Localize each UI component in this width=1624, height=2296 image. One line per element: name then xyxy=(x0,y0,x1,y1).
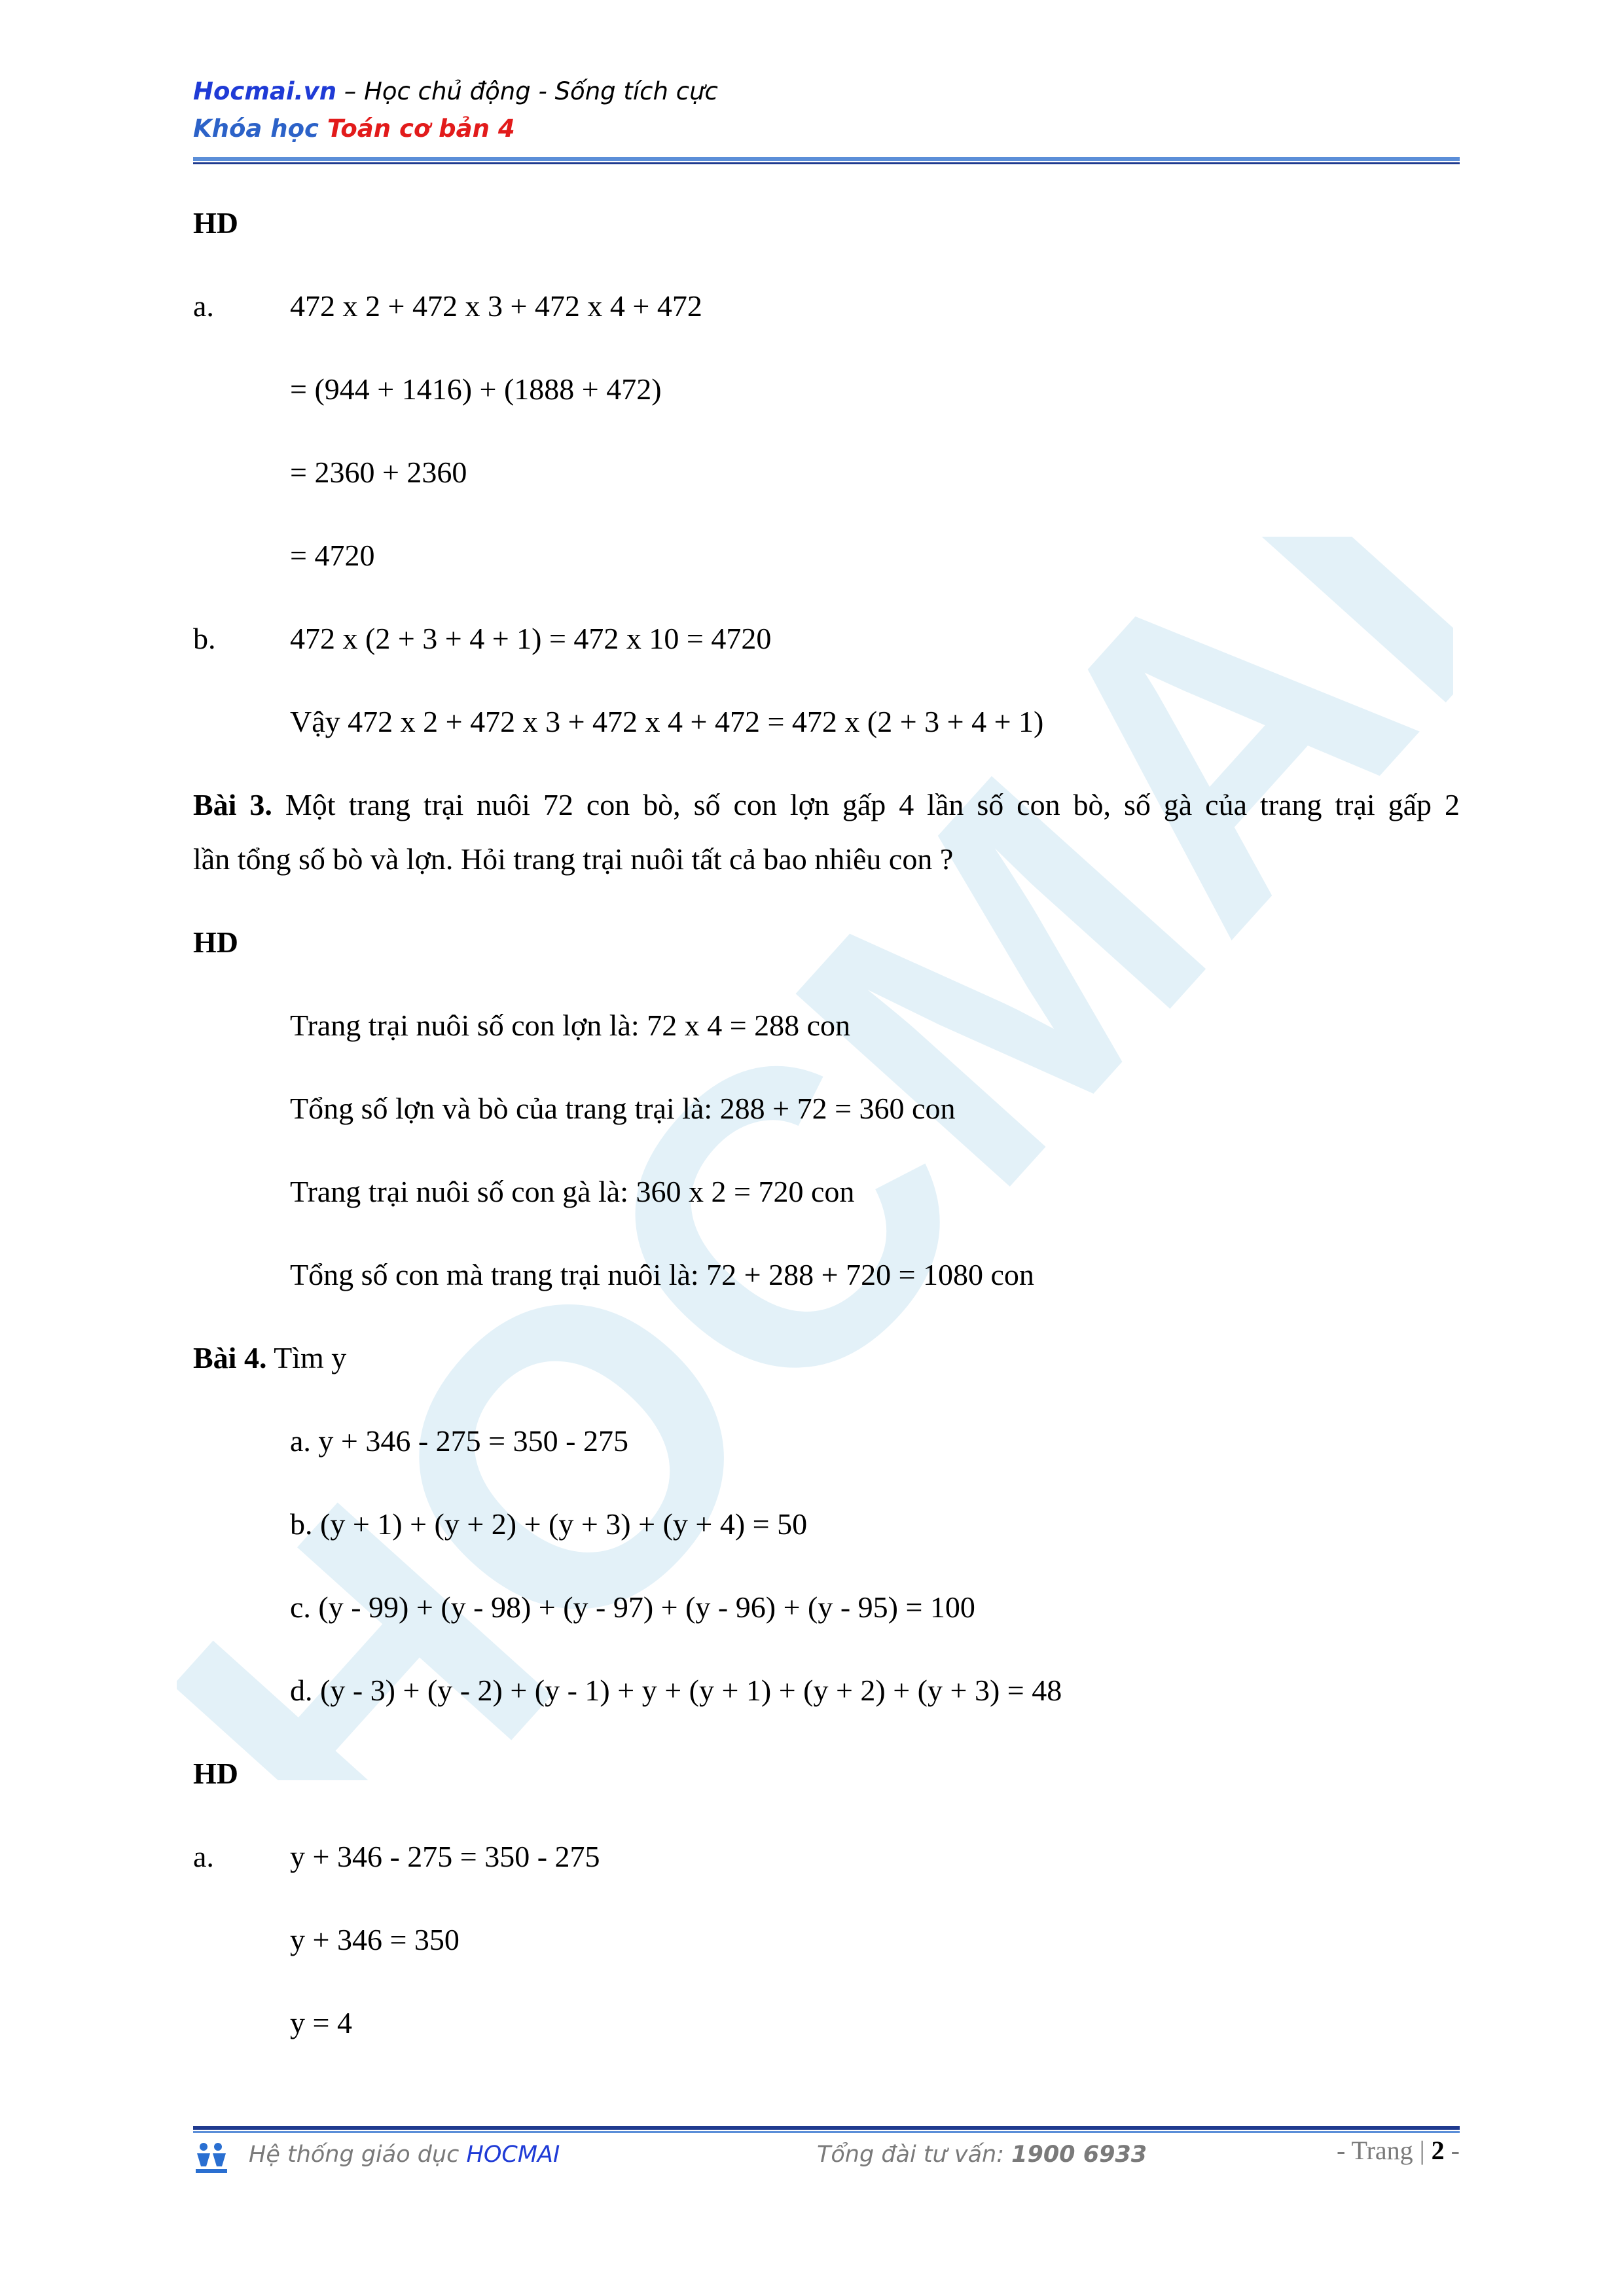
footer-hotline xyxy=(817,2142,1147,2168)
header-line-2 xyxy=(193,115,515,143)
watermark-text: HOCMAI xyxy=(177,537,1453,1780)
footer-rule-light xyxy=(193,2131,1460,2133)
footer-phone[interactable]: 1900 6933 xyxy=(1011,2142,1147,2168)
part-b-label: b. xyxy=(193,622,216,655)
bai4-heading xyxy=(193,1343,346,1373)
header-rule-dark xyxy=(193,162,1460,164)
answer-a-line-1: y + 346 - 275 = 350 - 275 xyxy=(290,1840,600,1873)
header-line-1 xyxy=(193,77,718,105)
bai4-question-a: a. y + 346 - 275 = 350 - 275 xyxy=(290,1424,628,1458)
bai3-question-line-2: lần tổng số bò và lợn. Hỏi trang trại nuôi tất cả bao nhiêu con ? xyxy=(193,842,954,876)
course-prefix: Khóa học xyxy=(193,115,327,143)
answer-a-label: a. xyxy=(193,1840,214,1873)
answer-a-line-2: y + 346 = 350 xyxy=(290,1923,460,1956)
header-slogan: – Học chủ động - Sống tích cực xyxy=(336,77,718,105)
bai4-text: Tìm y xyxy=(266,1341,347,1374)
page-suffix: - xyxy=(1444,2136,1460,2165)
header-brand[interactable]: Hocmai.vn xyxy=(193,77,337,105)
part-a-line-3: = 2360 + 2360 xyxy=(290,456,467,489)
part-a-line-1: 472 x 2 + 472 x 3 + 472 x 4 + 472 xyxy=(290,289,702,323)
part-b-line-2: Vậy 472 x 2 + 472 x 3 + 472 x 4 + 472 = 472 x (2 + 3 + 4 + 1) xyxy=(290,705,1044,738)
part-a-line-4: = 4720 xyxy=(290,539,375,572)
answer-a-line-3: y = 4 xyxy=(290,2006,352,2039)
part-a-label: a. xyxy=(193,289,214,323)
footer-hotline-prefix: Tổng đài tư vấn: xyxy=(817,2142,1012,2168)
hd-heading-3: HD xyxy=(193,1757,238,1790)
solution-line-3: Trang trại nuôi số con gà là: 360 x 2 = 720 con xyxy=(290,1175,855,1208)
page-prefix: - Trang | xyxy=(1336,2136,1432,2165)
bai3-text-1: Một trang trại nuôi 72 con bò, số con lợn gấp 4 lần số con bò, số gà của trang trại gấp 2 xyxy=(272,788,1460,821)
bai4-question-c: c. (y - 99) + (y - 98) + (y - 97) + (y - 96) + (y - 95) = 100 xyxy=(290,1590,975,1624)
solution-line-2: Tổng số lợn và bò của trang trại là: 288 + 72 = 360 con xyxy=(290,1092,956,1125)
part-b-line-1: 472 x (2 + 3 + 4 + 1) = 472 x 10 = 4720 xyxy=(290,622,772,655)
hocmai-logo-icon xyxy=(193,2142,230,2176)
part-a-line-2: = (944 + 1416) + (1888 + 472) xyxy=(290,372,662,406)
footer-brand[interactable]: HOCMAI xyxy=(466,2142,560,2168)
hd-heading-1: HD xyxy=(193,206,238,240)
page-number-value: 2 xyxy=(1431,2136,1445,2165)
page-number xyxy=(1337,2135,1460,2166)
footer-system xyxy=(249,2142,560,2168)
bai3-question-line-1 xyxy=(193,790,1460,820)
header-rule xyxy=(193,157,1460,161)
bai3-label: Bài 3. xyxy=(193,788,272,821)
hd-heading-2: HD xyxy=(193,925,238,959)
solution-line-1: Trang trại nuôi số con lợn là: 72 x 4 = 288 con xyxy=(290,1009,851,1042)
bai4-question-b: b. (y + 1) + (y + 2) + (y + 3) + (y + 4) = 50 xyxy=(290,1507,808,1541)
footer-rule xyxy=(193,2126,1460,2130)
bai4-question-d: d. (y - 3) + (y - 2) + (y - 1) + y + (y + 1) + (y + 2) + (y + 3) = 48 xyxy=(290,1674,1062,1707)
solution-line-4: Tổng số con mà trang trại nuôi là: 72 + 288 + 720 = 1080 con xyxy=(290,1258,1034,1291)
bai4-label: Bài 4. xyxy=(193,1341,267,1374)
footer-system-prefix: Hệ thống giáo dục xyxy=(249,2142,467,2168)
course-name: Toán cơ bản 4 xyxy=(327,115,515,143)
